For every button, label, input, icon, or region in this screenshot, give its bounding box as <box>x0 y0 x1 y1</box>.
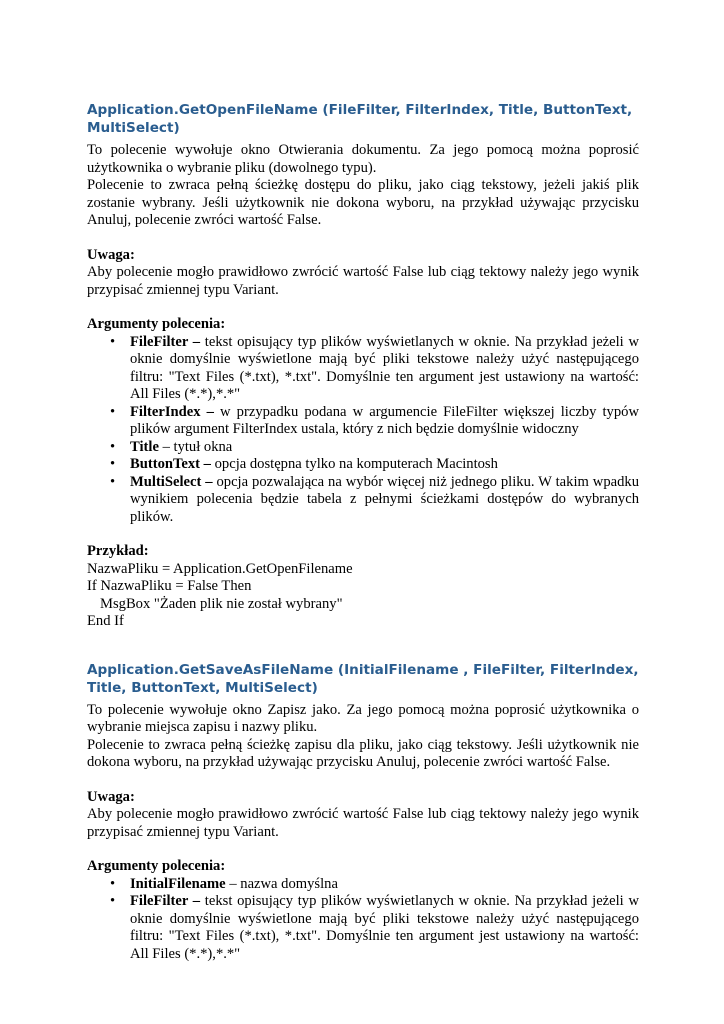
bullet-icon: • <box>110 438 116 455</box>
code-line: MsgBox "Żaden plik nie został wybrany" <box>100 595 343 612</box>
argument-description: opcja dostępna tylko na komputerach Macintosh <box>210 456 498 472</box>
bullet-icon: • <box>110 456 116 472</box>
argument-description: – tytuł okna <box>158 438 233 455</box>
argument-description: tekst opisujący typ plików wyświetlanych w oknie. Na przykład jeżeli w oknie domyślnie wyświetlone mają być pliki tekstowe należy użyć następującego filtru: "Text Files (*.txt), *.txt". Domyślnie ten argument jest ustawiony na wartość: All Files (*.*),*.*" <box>130 893 639 962</box>
list-item <box>87 334 639 404</box>
bullet-icon: • <box>110 893 116 909</box>
list-item <box>87 404 639 439</box>
argument-name: ButtonText – <box>130 456 211 472</box>
argument-description: tekst opisujący typ plików wyświetlanych w oknie. Na przykład jeżeli w oknie domyślnie wyświetlone mają być pliki tekstowe należy użyć następującego filtru: "Text Files (*.txt), *.txt". Domyślnie ten argument jest ustawiony na wartość: All Files (*.*),*.*" <box>130 333 639 402</box>
code-example <box>87 561 639 631</box>
arguments-list <box>87 334 639 527</box>
example-label: Przykład: <box>87 543 149 559</box>
note-label: Uwaga: <box>87 788 135 805</box>
note-text: Aby polecenie mogło prawidłowo zwrócić wartość False lub ciąg tektowy należy jego wynik przypisać zmiennej typu Variant. <box>87 264 639 298</box>
bullet-icon: • <box>110 875 116 892</box>
arguments-list <box>87 876 639 964</box>
page-content <box>87 101 639 963</box>
section-heading-getopenfilename: Application.GetOpenFileName (FileFilter, FilterIndex, Title, ButtonText, MultiSelect) <box>87 102 633 136</box>
list-item <box>87 439 639 457</box>
code-line: NazwaPliku = Application.GetOpenFilename <box>87 560 353 577</box>
argument-description: w przypadku podana w argumencie FileFilter większej liczby typów plików argument FilterIndex ustala, który z nich będzie domyślnie widoczny <box>130 403 639 437</box>
bullet-icon: • <box>110 333 116 350</box>
argument-name: FileFilter – <box>130 893 201 909</box>
list-item <box>87 474 639 527</box>
argument-description: opcja pozwalająca na wybór więcej niż jednego pliku. W takim wpadku wynikiem polecenia będzie tabela z pełnymi ścieżkami dostępów do wybranych plików. <box>130 473 639 525</box>
code-line: If NazwaPliku = False Then <box>87 578 252 594</box>
paragraph: To polecenie wywołuje okno Otwierania dokumentu. Za jego pomocą można poprosić użytkownika o wybranie pliku (dowolnego typu). <box>87 142 639 176</box>
argument-description: – nazwa domyślna <box>225 875 338 892</box>
note-label: Uwaga: <box>87 246 135 263</box>
paragraph: Polecenie to zwraca pełną ścieżkę zapisu dla pliku, jako ciąg tekstowy. Jeśli użytkownik nie dokona wyboru, na przykład używając przycisku Anuluj, polecenie zwróci wartość False. <box>87 736 639 770</box>
arguments-label: Argumenty polecenia: <box>87 316 226 332</box>
arguments-label: Argumenty polecenia: <box>87 858 226 874</box>
section-heading-getsaveasfilename: Application.GetSaveAsFileName (InitialFilename , FileFilter, FilterIndex, Title, ButtonText, MultiSelect) <box>87 661 639 696</box>
list-item <box>87 876 639 894</box>
bullet-icon: • <box>110 473 116 490</box>
list-item <box>87 893 639 963</box>
note-text: Aby polecenie mogło prawidłowo zwrócić wartość False lub ciąg tektowy należy jego wynik przypisać zmiennej typu Variant. <box>87 806 639 840</box>
paragraph: To polecenie wywołuje okno Zapisz jako. Za jego pomocą można poprosić użytkownika o wybranie miejsca zapisu i nazwy pliku. <box>87 701 639 735</box>
argument-name: FilterIndex – <box>130 403 214 420</box>
paragraph: Polecenie to zwraca pełną ścieżkę dostępu do pliku, jako ciąg tekstowy, jeżeli jakiś plik zostanie wybrany. Jeśli użytkownik nie dokona wyboru, na przykład używając przycisku Anuluj, polecenie zwróci wartość False. <box>87 177 639 228</box>
code-line: End If <box>87 613 124 629</box>
bullet-icon: • <box>110 403 116 420</box>
argument-name: FileFilter – <box>130 333 201 350</box>
argument-name: MultiSelect – <box>130 473 213 490</box>
argument-name: Title <box>130 438 159 455</box>
list-item <box>87 456 639 474</box>
argument-name: InitialFilename <box>130 875 226 892</box>
